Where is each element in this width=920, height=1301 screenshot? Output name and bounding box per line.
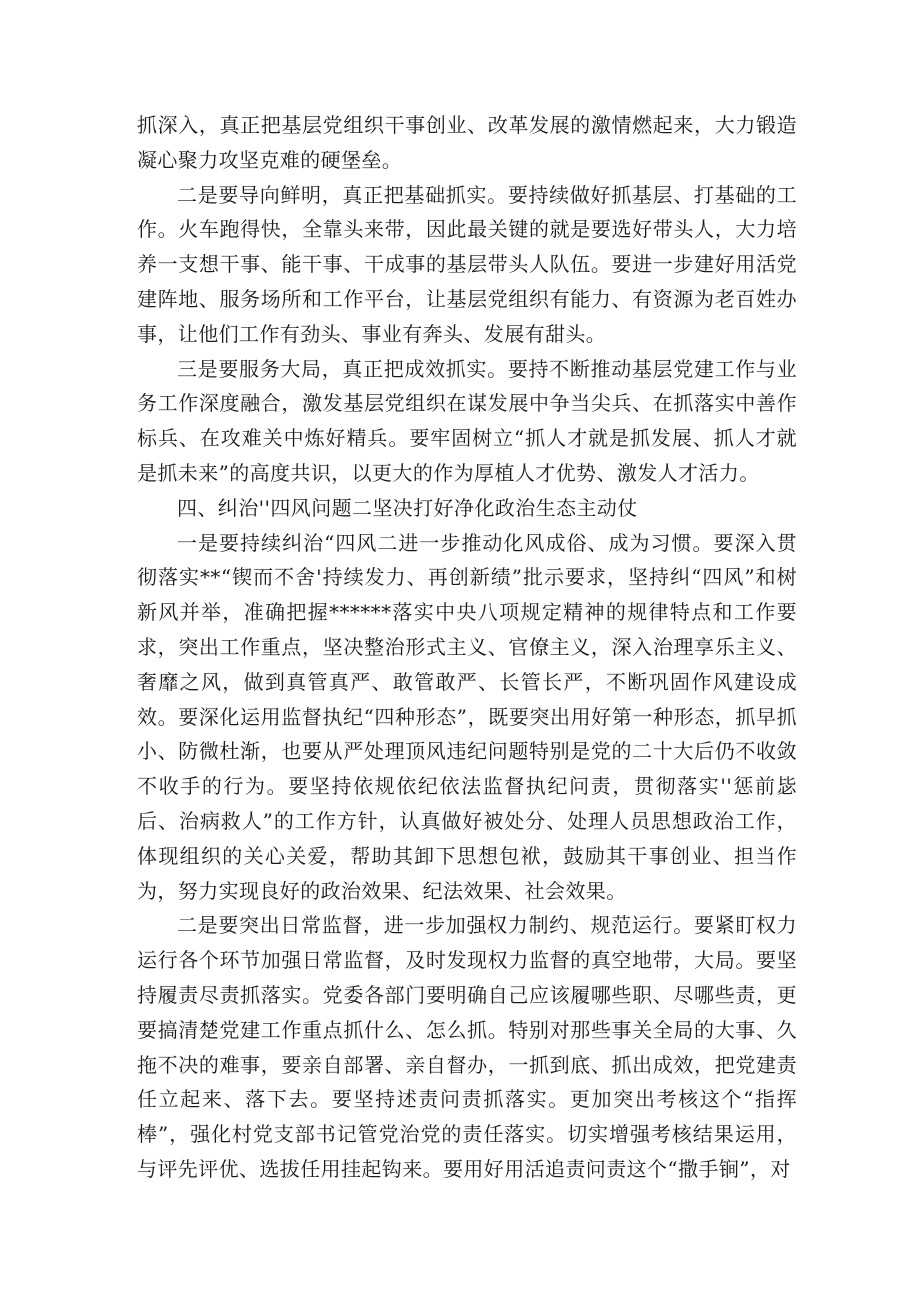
paragraph-guidance: 二是要导向鲜明，真正把基础抓实。要持续做好抓基层、打基础的工作。火车跑得快，全靠头来带，因此最关键的就是要选好带头人，大力培养一支想干事、能干事、干成事的基层带头人队伍。要进一步建好用活党建阵地、服务场所和工作平台，让基层党组织有能力、有资源为老百姓办事，让他们工作有劲头、事业有奔头、发展有甜头。 [137, 182, 797, 346]
paragraph-supervision: 二是要突出日常监督，进一步加强权力制约、规范运行。要紧盯权力运行各个环节加强日常监督，及时发现权力监督的真空地带，大局。要坚持履责尽责抓落实。党委各部门要明确自己应该履哪些职、尽哪些责，更要搞清楚党建工作重点抓什么、怎么抓。特别对那些事关全局的大事、久拖不决的难事，要亲自部署、亲自督办，一抓到底、抓出成效，把党建责任立起来、落下去。要坚持述责问责抓落实。更加突出考核这个“指挥棒”，强化村党支部书记管党治党的责任落实。切实增强考核结果运用，与评先评优、选拔任用挂起钩来。要用好用活追责问责这个“撒手锏”，对 [137, 913, 797, 1181]
paragraph-four-winds: 一是要持续纠治“四风二进一步推动化风成俗、成为习惯。要深入贯彻落实**“锲而不舍'持续发力、再创新绩”批示要求，坚持纠“四风”和树新风并举，准确把握******落实中央八项规定精神的规律特点和工作要求，突出工作重点，坚决整治形式主义、官僚主义，深入治理享乐主义、奢靡之风，做到真管真严、敢管敢严、长管长严，不断巩固作风建设成效。要深化运用监督执纪“四种形态”，既要突出用好第一种形态，抓早抓小、防微杜渐，也要从严处理顶风违纪问题特别是党的二十大后仍不收敛不收手的行为。要坚持依规依纪依法监督执纪问责，贯彻落实''惩前毖后、治病救人”的工作方针，认真做好被处分、处理人员思想政治工作，体现组织的关心关爱，帮助其卸下思想包袱，鼓励其干事创业、担当作为，努力实现良好的政治效果、纪法效果、社会效果。 [137, 530, 797, 903]
document-body [137, 108, 797, 1187]
section-heading: 四、纠治''四风问题二坚决打好净化政治生态主动仗 [177, 495, 638, 520]
paragraph-service: 三是要服务大局，真正把成效抓实。要持不断推动基层党建工作与业务工作深度融合，激发基层党组织在谋发展中争当尖兵、在抓落实中善作标兵、在攻难关中炼好精兵。要牢固树立“抓人才就是抓发展、抓人才就是抓未来”的高度共识，以更大的作为厚植人才优势、激发人才活力。 [137, 356, 797, 485]
paragraph-continuation: 抓深入，真正把基层党组织干事创业、改革发展的激情燃起来，大力锻造凝心聚力攻坚克难的硬堡垒。 [137, 113, 797, 172]
